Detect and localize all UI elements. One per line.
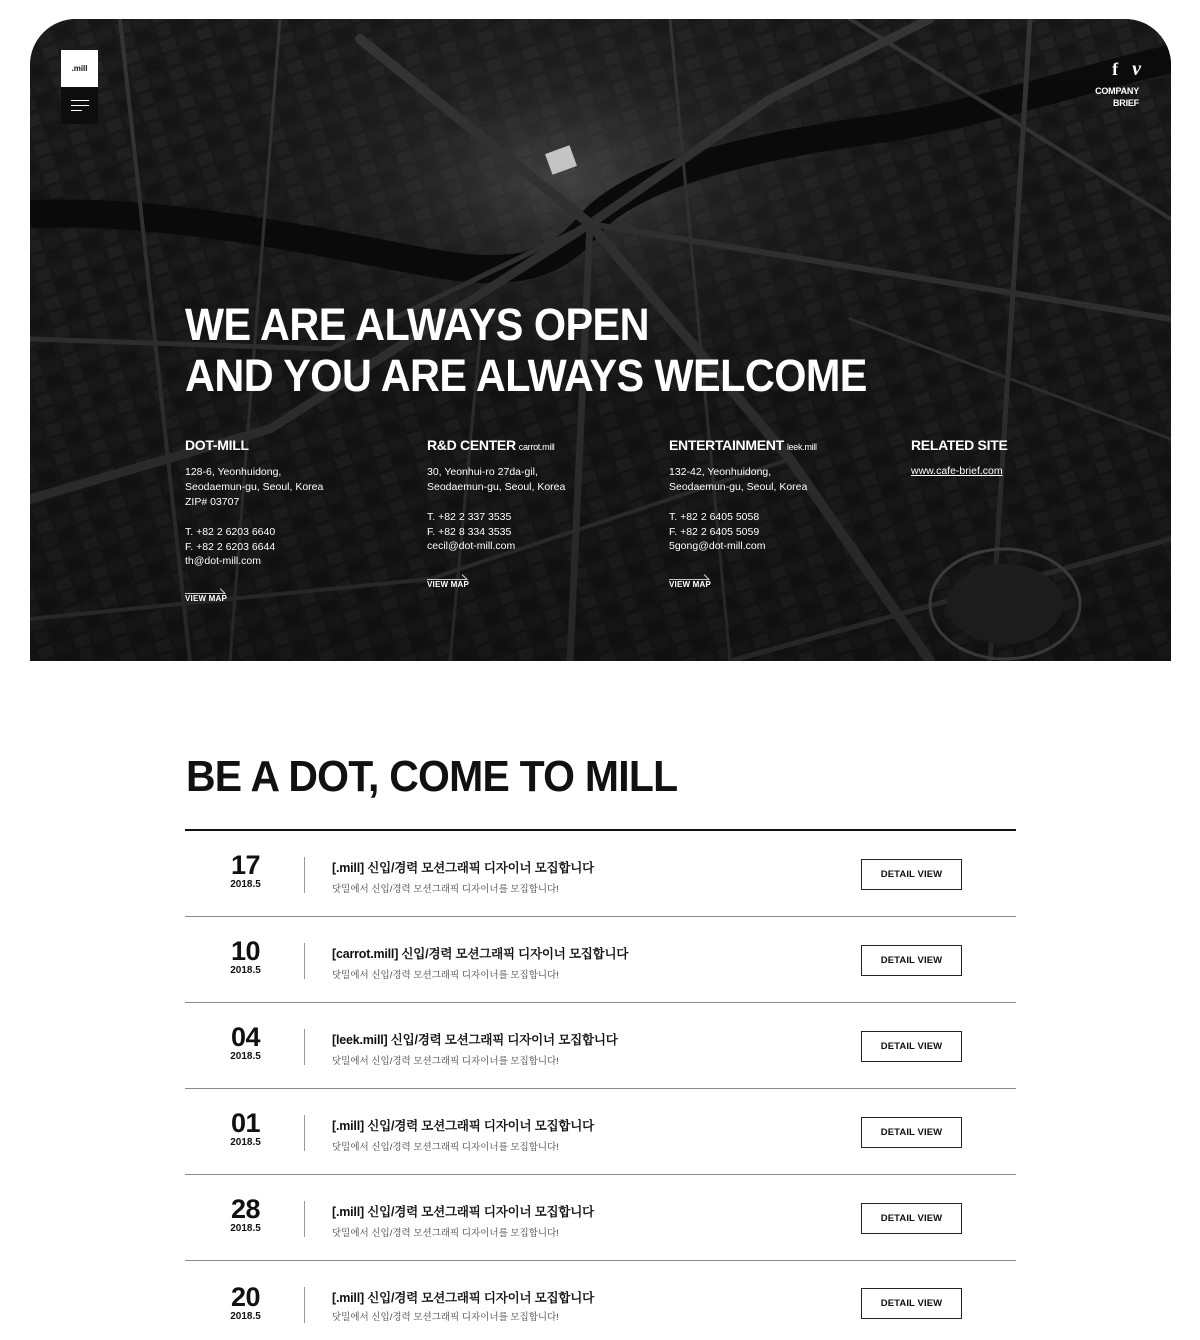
divider: [304, 857, 305, 893]
post-day: 17: [230, 850, 261, 880]
post-description: 닷밀에서 신입/경력 모션그래픽 디자이너를 모집합니다!: [332, 1056, 559, 1067]
post-title[interactable]: [.mill] 신입/경력 모션그래픽 디자이너 모집합니다: [332, 861, 595, 875]
post-date: [221, 937, 270, 977]
office-title: DOT-MILL: [185, 437, 249, 453]
post-description: 닷밀에서 신입/경력 모션그래픽 디자이너를 모집합니다!: [332, 884, 559, 895]
post-description: 닷밀에서 신입/경력 모션그래픽 디자이너를 모집합니다!: [332, 1228, 559, 1239]
recruit-row: [185, 1003, 1016, 1089]
post-description: 닷밀에서 신입/경력 모션그래픽 디자이너를 모집합니다!: [332, 970, 559, 981]
post-year-month: 2018.5: [230, 1137, 261, 1148]
vimeo-icon[interactable]: v: [1132, 58, 1141, 80]
office-address: 132-42, Yeonhuidong, Seodaemun-gu, Seoul, Korea: [669, 466, 808, 493]
detail-view-button[interactable]: DETAIL VIEW: [861, 945, 962, 976]
detail-view-button[interactable]: DETAIL VIEW: [861, 1031, 962, 1062]
post-description: 닷밀에서 신입/경력 모션그래픽 디자이너를 모집합니다!: [332, 1142, 559, 1153]
detail-view-button[interactable]: DETAIL VIEW: [861, 859, 962, 890]
office-address: 128-6, Yeonhuidong, Seodaemun-gu, Seoul, Korea ZIP# 03707: [185, 466, 324, 508]
related-site: [911, 437, 1131, 477]
brief-line-1: COMPANY: [1095, 86, 1139, 96]
post-title[interactable]: [.mill] 신입/경력 모션그래픽 디자이너 모집합니다: [332, 1291, 595, 1305]
facebook-icon[interactable]: f: [1112, 59, 1119, 79]
detail-view-button[interactable]: DETAIL VIEW: [861, 1203, 962, 1234]
arrow-right-icon: [427, 574, 469, 580]
related-site-link[interactable]: www.cafe-brief.com: [911, 465, 1003, 477]
divider: [304, 943, 305, 979]
office-contact: T. +82 2 6203 6640 F. +82 2 6203 6644 th@dot-mill.com: [185, 525, 405, 569]
detail-view-button[interactable]: DETAIL VIEW: [861, 1117, 962, 1148]
post-year-month: 2018.5: [230, 1051, 261, 1062]
recruit-row: [185, 1089, 1016, 1175]
hero-headline: [185, 299, 867, 401]
hamburger-menu-icon[interactable]: [61, 87, 98, 124]
recruit-row: [185, 1261, 1016, 1340]
view-map-link-dot-mill[interactable]: VIEW MAP: [185, 594, 227, 603]
post-description: 닷밀에서 신입/경력 모션그래픽 디자이너를 모집합니다!: [332, 1312, 559, 1323]
company-brief-link[interactable]: [1079, 85, 1139, 109]
divider: [304, 1201, 305, 1237]
recruit-row: [185, 917, 1016, 1003]
post-year-month: 2018.5: [230, 879, 261, 890]
recruit-row: [185, 1175, 1016, 1261]
post-title[interactable]: [carrot.mill] 신입/경력 모션그래픽 디자이너 모집합니다: [332, 947, 629, 961]
post-year-month: 2018.5: [230, 1311, 261, 1322]
view-map-link-rnd-center[interactable]: VIEW MAP: [427, 580, 469, 589]
post-title[interactable]: [.mill] 신입/경력 모션그래픽 디자이너 모집합니다: [332, 1205, 595, 1219]
office-title: ENTERTAINMENT leek.mill: [669, 437, 817, 453]
headline-line-1: WE ARE ALWAYS OPEN: [185, 299, 649, 350]
post-date: [221, 1023, 270, 1063]
divider: [304, 1029, 305, 1065]
office-contact: T. +82 2 6405 5058 F. +82 2 6405 5059 5gong@dot-mill.com: [669, 510, 889, 554]
post-day: 20: [230, 1282, 261, 1312]
office-entertainment: [669, 437, 889, 554]
logo[interactable]: .mill: [61, 50, 98, 87]
office-email: cecil@dot-mill.com: [427, 540, 516, 553]
office-dot-mill: [185, 437, 405, 569]
view-map-link-entertainment[interactable]: VIEW MAP: [669, 580, 711, 589]
divider: [304, 1287, 305, 1323]
office-email: th@dot-mill.com: [185, 555, 262, 568]
post-date: [221, 1283, 270, 1323]
office-address: 30, Yeonhui-ro 27da-gil, Seodaemun-gu, Seoul, Korea: [427, 466, 566, 493]
headline-line-2: AND YOU ARE ALWAYS WELCOME: [185, 350, 867, 401]
recruit-list: [185, 829, 1016, 1340]
recruit-section-title: BE A DOT, COME TO MILL: [186, 752, 678, 801]
post-day: 04: [230, 1022, 261, 1052]
post-date: [221, 851, 270, 891]
related-site-title: RELATED SITE: [911, 437, 1008, 453]
office-title: R&D CENTER carrot.mill: [427, 437, 555, 453]
post-date: [221, 1195, 270, 1235]
office-rnd-center: [427, 437, 647, 554]
detail-view-button[interactable]: DETAIL VIEW: [861, 1288, 962, 1319]
office-contact: T. +82 2 337 3535 F. +82 8 334 3535 cecil@dot-mill.com: [427, 510, 647, 554]
post-title[interactable]: [.mill] 신입/경력 모션그래픽 디자이너 모집합니다: [332, 1119, 595, 1133]
hero-section: [30, 19, 1171, 661]
arrow-right-icon: [185, 588, 227, 594]
post-title[interactable]: [leek.mill] 신입/경력 모션그래픽 디자이너 모집합니다: [332, 1033, 618, 1047]
post-year-month: 2018.5: [230, 965, 261, 976]
brief-line-2: BRIEF: [1112, 98, 1139, 108]
divider: [304, 1115, 305, 1151]
post-date: [221, 1109, 270, 1149]
post-year-month: 2018.5: [230, 1223, 261, 1234]
arrow-right-icon: [669, 574, 711, 580]
social-links: [1112, 59, 1141, 79]
recruit-row: [185, 831, 1016, 917]
post-day: 01: [230, 1108, 261, 1138]
post-day: 10: [230, 936, 261, 966]
office-email: 5gong@dot-mill.com: [669, 540, 766, 553]
post-day: 28: [230, 1194, 261, 1224]
